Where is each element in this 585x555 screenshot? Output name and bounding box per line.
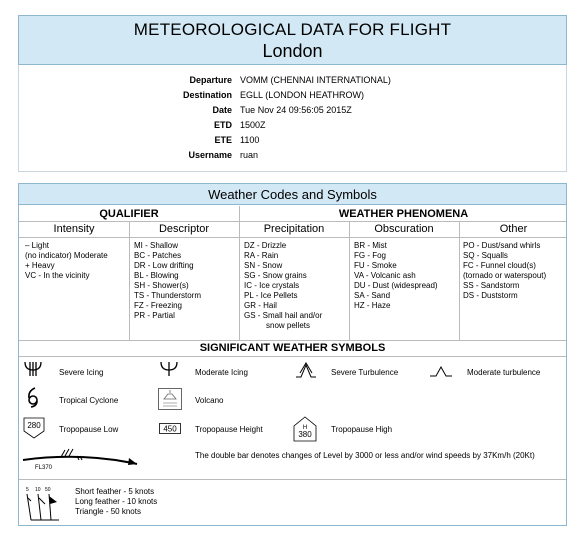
severe-turbulence-icon [295,362,317,378]
wind-feathers-icon [23,484,63,522]
key: Destination [183,90,233,100]
moderate-icing-label: Moderate Icing [195,368,248,377]
code-item: (tornado or waterspout) [463,271,547,280]
code-item: GR - Hail [244,301,277,310]
code-item: + Heavy [25,261,55,270]
value: Tue Nov 24 09:56:05 2015Z [240,105,352,115]
divider [459,221,460,340]
col-obscuration: Obscuration [374,223,434,235]
code-item: HZ - Haze [354,301,391,310]
intensity-list [25,241,108,281]
tropopause-height-icon [159,423,181,434]
value: EGLL (LONDON HEATHROW) [240,90,365,100]
descriptor-list [134,241,201,321]
divider [19,340,566,341]
tropopause-height-value: 450 [163,424,177,434]
divider [19,237,566,238]
code-item: FU - Smoke [354,261,397,270]
jet-stream-icon [21,448,141,470]
page-header [18,15,567,65]
divider [19,356,566,357]
divider [19,221,566,222]
code-item: FG - Fog [354,251,387,260]
weather-codes-title: Weather Codes and Symbols [19,184,566,205]
col-other: Other [499,223,528,235]
jet-note: The double bar denotes changes of Level by 3000 or less and/or wind speeds by 37Km/h (20Kt) [195,451,535,460]
flight-info-table [179,73,395,163]
tropical-cyclone-icon [25,386,41,408]
divider [19,479,566,480]
triangle-label: Triangle - 50 knots [75,507,141,516]
code-item: DU - Dust (widespread) [354,281,438,290]
row-departure [179,73,395,88]
col-precipitation: Precipitation [263,223,325,235]
severe-turbulence-label: Severe Turbulence [331,368,399,377]
code-item: TS - Thunderstorm [134,291,201,300]
divider [129,221,130,340]
key: ETE [214,135,233,145]
tropopause-high-value: 380 [298,430,312,439]
row-destination [179,88,395,103]
feather-label-10: 10 [35,487,41,493]
key: ETD [214,120,233,130]
other-list [463,241,546,301]
feather-label-5: 5 [26,487,29,493]
row-ete [179,133,395,148]
code-item: DS - Duststorm [463,291,518,300]
tropopause-low-icon [23,417,45,439]
code-item: MI - Shallow [134,241,179,250]
code-item: VC - In the vicinity [25,271,90,280]
volcano-label: Volcano [195,396,224,405]
moderate-icing-icon [159,359,179,377]
row-etd [179,118,395,133]
tropical-cyclone-label: Tropical Cyclone [59,396,119,405]
value: 1100 [240,135,260,145]
page-title: METEOROLOGICAL DATA FOR FLIGHT [133,20,452,39]
volcano-icon [158,388,182,410]
precipitation-list [244,241,322,331]
tropopause-height-label: Tropopause Height [195,425,263,434]
col-descriptor: Descriptor [158,223,210,235]
symbols-heading: SIGNIFICANT WEATHER SYMBOLS [199,342,386,354]
key: Date [212,105,233,115]
code-item: BC - Patches [134,251,182,260]
value: ruan [240,150,259,160]
tropopause-low-value: 280 [27,421,41,430]
tropopause-low-label: Tropopause Low [59,425,119,434]
code-item: BR - Mist [354,241,387,250]
key: Departure [189,75,233,85]
tropopause-high-icon [293,416,317,442]
code-item: – Light [25,241,50,250]
code-item: BL - Blowing [134,271,179,280]
code-item: SA - Sand [354,291,391,300]
code-item: DZ - Drizzle [244,241,287,250]
tropopause-high-label: Tropopause High [331,425,393,434]
obscuration-list [354,241,438,311]
code-item: DR - Low drifting [134,261,194,270]
moderate-turbulence-icon [429,365,453,377]
flight-info [18,65,567,172]
code-item: snow pellets [266,321,311,330]
code-item: SN - Snow [244,261,283,270]
code-item: IC - Ice crystals [244,281,300,290]
jet-level: FL370 [35,465,53,470]
city-title: London [262,41,323,61]
code-item: (no indicator) Moderate [25,251,108,260]
code-item: GS - Small hail and/or [244,311,323,320]
qualifier-heading: QUALIFIER [99,208,159,220]
long-feather-label: Long feather - 10 knots [75,497,158,506]
code-item: PL - Ice Pellets [244,291,298,300]
value: 1500Z [240,120,266,130]
code-item: SG - Snow grains [244,271,307,280]
feathers-legend [75,487,157,517]
weather-codes-panel [18,183,567,526]
key: Username [188,150,233,160]
row-username [179,148,395,163]
col-intensity: Intensity [53,223,95,235]
code-item: VA - Volcanic ash [354,271,416,280]
code-item: FZ - Freezing [134,301,183,310]
code-item: RA - Rain [244,251,279,260]
code-item: SQ - Squalls [463,251,508,260]
severe-icing-label: Severe Icing [59,368,104,377]
code-item: SS - Sandstorm [463,281,520,290]
phenomena-heading: WEATHER PHENOMENA [338,208,469,220]
svg-text:H: H [302,425,308,431]
code-item: PR - Partial [134,311,175,320]
code-item: PO - Dust/sand whirls [463,241,541,250]
value: VOMM (CHENNAI INTERNATIONAL) [240,75,391,85]
code-item: FC - Funnel cloud(s) [463,261,536,270]
short-feather-label: Short feather - 5 knots [75,487,155,496]
feather-label-50: 50 [45,487,51,493]
row-date [179,103,395,118]
code-item: SH - Shower(s) [134,281,189,290]
divider [349,221,350,340]
moderate-turbulence-label: Moderate turbulence [467,368,541,377]
severe-icing-icon [23,359,43,377]
